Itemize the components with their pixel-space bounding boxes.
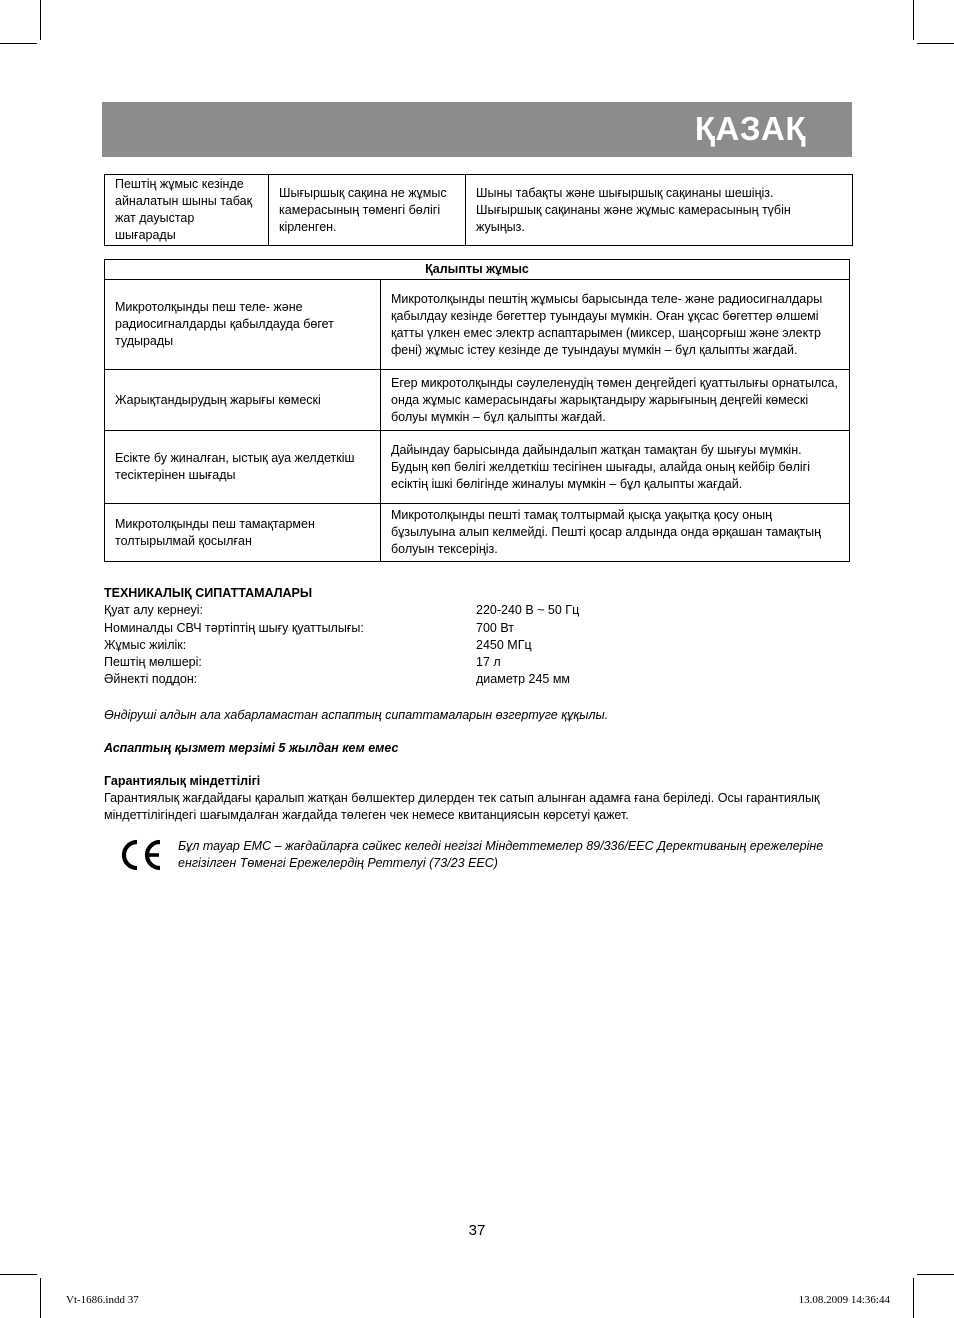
spec-value: диаметр 245 мм (476, 672, 571, 687)
spec-row (104, 671, 854, 688)
spec-label: Номиналды СВЧ тәртіптің шығу қуаттылығы: (104, 620, 364, 635)
crop-mark (0, 43, 37, 44)
specs-heading: ТЕХНИКАЛЫҚ СИПАТТАМАЛАРЫ (104, 586, 313, 600)
spec-label: Жұмыс жиілік: (104, 637, 187, 652)
spec-value: 700 Вт (476, 620, 514, 635)
spec-value: 2450 МГц (476, 637, 532, 652)
spec-label: Қуат алу кернеуі: (104, 603, 203, 618)
page-title: ҚАЗАҚ (694, 110, 806, 147)
table-row (105, 370, 850, 431)
situation-cell: Микротолқынды пеш теле- және радиосигналдарды қабылдауда бөгет тудырады (105, 280, 381, 370)
spec-row (104, 620, 854, 637)
crop-mark (917, 1274, 954, 1275)
situation-cell: Жарықтандырудың жарығы көмескі (105, 370, 381, 431)
crop-mark (913, 0, 914, 40)
manufacturer-note: Өндіруші алдын ала хабарламастан аспаптың сипаттамаларын өзгертуге құқылы. (104, 708, 609, 722)
crop-mark (913, 1278, 914, 1318)
table-row (105, 431, 850, 504)
ce-mark-icon (118, 836, 164, 874)
spec-row (104, 654, 854, 671)
table-header: Қалыпты жұмыс (105, 260, 850, 280)
table-row (105, 175, 853, 246)
situation-cell: Есікте бу жиналған, ыстық ауа желдеткіш тесіктерінен шығады (105, 431, 381, 504)
table-row (105, 280, 850, 370)
table-header-row (105, 260, 850, 280)
situation-cell: Микротолқынды пеш тамақтармен толтырылмай қосылған (105, 504, 381, 562)
warranty-heading: Гарантиялық міндеттілігі (104, 774, 261, 788)
troubleshooting-table (104, 174, 853, 246)
spec-row (104, 637, 854, 654)
spec-label: Пештің мөлшері: (104, 655, 202, 670)
spec-label: Әйнекті поддон: (104, 672, 198, 687)
normal-operation-table (104, 259, 850, 562)
spec-value: 220-240 В ~ 50 Гц (476, 603, 580, 618)
ce-compliance-text: Бұл тауар ЕМС – жағдайларға сәйкес келеді негізгі Міндеттемелер 89/336/ЕЕС Дерективаның ережелеріне енгізілген Төменгі Ережелердің Реттелуі (73/23 ЕЕС) (178, 839, 824, 870)
problem-cell: Пештің жұмыс кезінде айналатын шыны табақ жат дауыстар шығарады (105, 175, 269, 246)
crop-mark (917, 43, 954, 44)
spec-value: 17 л (476, 655, 501, 670)
crop-mark (40, 1278, 41, 1318)
warranty-text: Гарантиялық жағдайдағы қаралып жатқан бөлшектер дилерден тек сатып алынған адамға ғана беріледі. Осы гарантиялық міндеттілігіндегі шағымдалған жағдайда төлеген чек немесе квитанциясын көрсетуі қажет. (104, 791, 820, 822)
crop-mark (0, 1274, 37, 1275)
page-number: 37 (468, 1222, 486, 1239)
crop-mark (40, 0, 41, 40)
slug-date: 13.08.2009 14:36:44 (798, 1294, 890, 1306)
explanation-cell: Егер микротолқынды сәулеленудің төмен деңгейдегі қуаттылығы орнатылса, онда жұмыс камерасындағы жарықтандыру жарығының деңгейі көмескі болуы мүмкін – бұл қалыпты жағдай. (381, 370, 850, 431)
service-life-note: Аспаптың қызмет мерзімі 5 жылдан кем емес (104, 741, 399, 755)
table-row (105, 504, 850, 562)
spec-row (104, 602, 854, 619)
explanation-cell: Микротолқынды пешті тамақ толтырмай қысқа уақытқа қосу оның бұзылуына алып келмейді. Пешті қосар алдында онда әрқашан тамақтың болуын тексеріңіз. (381, 504, 850, 562)
explanation-cell: Дайындау барысында дайындалып жатқан тамақтан бу шығуы мүмкін. Будың көп бөлігі желдеткіш тесігінен шығады, алайда оның кейбір бөлігі есіктің ішкі бөлігінде жиналуы мүмкін – бұл қалыпты жағдай. (381, 431, 850, 504)
specifications (104, 585, 854, 689)
explanation-cell: Микротолқынды пештің жұмысы барысында теле- және радиосигналдары қабылдау кезінде бөгеттер туындауы мүмкін. Оған ұқсас бөгеттер өлшемі қатты үлкен емес электр аспаптарымен (миксер, шаңсорғыш және электр фені) жұмыс істеу кезінде де туындауы мүмкін – бұл қалыпты жағдай. (381, 280, 850, 370)
cause-cell: Шығыршық сақина не жұмыс камерасының төменгі бөлігі кірленген. (269, 175, 466, 246)
slug-file: Vt-1686.indd 37 (66, 1294, 139, 1306)
solution-cell: Шыны табақты және шығыршық сақинаны шешіңіз. Шығыршық сақинаны және жұмыс камерасының түбін жуыңыз. (466, 175, 853, 246)
header-banner (102, 102, 852, 157)
